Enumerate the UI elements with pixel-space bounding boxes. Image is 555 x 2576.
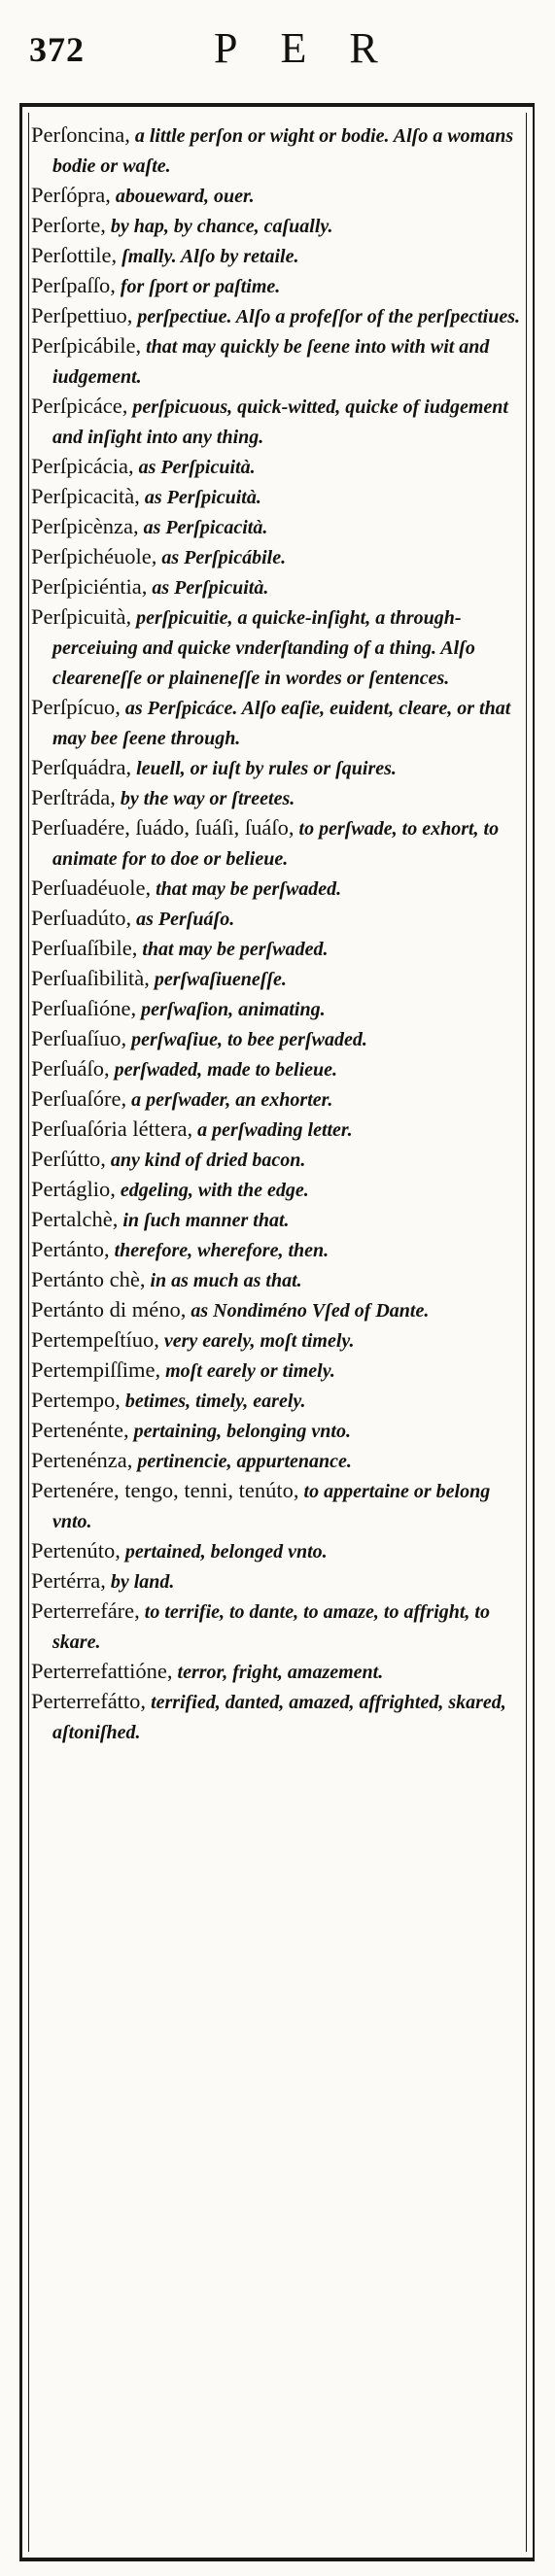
entry-definition: by the way or ſtreetes. [115,788,295,809]
entry-definition: in ſuch manner that. [118,1210,290,1231]
entry-definition: as Perſpicacità. [138,517,268,538]
entry-headword: Perſpicacità, [31,484,140,508]
entry-headword: Perſquádra, [31,755,132,779]
entry-headword: Pertánto chè, [31,1267,146,1291]
dictionary-entry [31,120,525,181]
dictionary-entry [31,181,525,211]
entry-definition: as Perſpicáce. Alſo eaſie, euident, cleare, or that may bee ſeene through. [52,698,511,749]
entry-headword: Pertérra, [31,1568,106,1593]
entry-headword: Perſpiciéntia, [31,574,148,599]
entry-definition: any kind of dried bacon. [105,1150,306,1171]
dictionary-entry [31,1687,525,1747]
entry-headword: Perſtráda, [31,785,116,809]
dictionary-entry [31,693,525,753]
dictionary-entry [31,1084,525,1115]
dictionary-entry [31,1205,525,1235]
entry-definition: perſwaſion, animating. [136,999,326,1020]
entry-definition: pertained, belonged vnto. [120,1541,328,1563]
dictionary-entry [31,1356,525,1386]
entry-definition: therefore, wherefore, then. [109,1240,330,1261]
entry-definition: leuell, or iuſt by rules or ſquires. [131,758,397,779]
entry-headword: Pertempeſtíuo, [31,1327,159,1352]
entry-headword: Pertánto di méno, [31,1297,187,1322]
entry-definition: that may quickly be ſeene into with wit and iudgement. [52,336,490,388]
entry-headword: Perſuaſióne, [31,996,137,1020]
dictionary-entry [31,1476,525,1536]
entry-headword: Pertáglio, [31,1177,116,1201]
entry-definition: very earely, moſt timely. [158,1330,355,1352]
entry-headword: Perſpicáce, [31,394,128,418]
entry-definition: perſwaded, made to belieue. [109,1059,338,1081]
dictionary-entry [31,452,525,482]
dictionary-entry [31,934,525,964]
entry-headword: Perſuadéuole, [31,876,152,900]
entry-definition: that may be perſwaded. [137,939,329,960]
entry-definition: pertinencie, appurtenance. [132,1451,352,1472]
dictionary-entry [31,392,525,452]
dictionary-entry [31,1566,525,1597]
entry-headword: Perſuaſória léttera, [31,1116,193,1141]
dictionary-entry [31,1054,525,1084]
dictionary-entry [31,783,525,813]
entry-definition: as Nondiméno Vſed of Dante. [186,1300,430,1322]
entry-definition: edgeling, with the edge. [115,1180,309,1201]
dictionary-entry [31,1416,525,1446]
entry-headword: Perſpícuo, [31,695,121,719]
entry-definition: for ſport or paſtime. [115,276,281,297]
dictionary-entry [31,753,525,783]
entry-headword: Perſoncina, [31,122,130,147]
entry-headword: Perterrefattióne, [31,1659,173,1683]
entry-definition: as Perſpicuità. [147,577,269,599]
entry-definition: as Perſpicábile. [156,547,287,568]
entry-definition: betimes, timely, earely. [120,1391,306,1412]
dictionary-entry [31,1295,525,1325]
entry-headword: Pertalchè, [31,1207,119,1231]
dictionary-entry [31,1145,525,1175]
entry-definition: a perſwader, an exhorter. [126,1089,333,1111]
entry-definition: as Perſpicuità. [133,457,256,478]
entry-definition: perſwaſiue, to bee perſwaded. [126,1029,367,1050]
dictionary-entry [31,482,525,512]
entry-definition: to terrifie, to dante, to amaze, to affright, to skare. [52,1601,490,1653]
entry-headword: Perſópra, [31,183,111,207]
entry-headword: Perſpicuità, [31,604,132,629]
entry-list [31,120,525,1747]
entry-definition: perſwaſiueneſſe. [149,969,287,990]
dictionary-entry [31,211,525,241]
entry-headword: Pertenúto, [31,1538,121,1563]
entry-headword: Perterrefátto, [31,1689,147,1713]
entry-definition: as Perſuáſo. [131,909,235,930]
dictionary-entry [31,1115,525,1145]
dictionary-entry [31,1536,525,1566]
entry-definition: perſpectiue. Alſo a profeſſor of the perſpectiues. [132,306,520,327]
dictionary-entry [31,1265,525,1295]
entry-headword: Perſuaſibilità, [31,966,150,990]
entry-definition: by land. [105,1571,175,1593]
dictionary-entry [31,1235,525,1265]
entry-headword: Pertenére, tengo, tenni, tenúto, [31,1478,299,1502]
entry-headword: Perſuadére, ſuádo, ſuáſi, ſuáſo, [31,815,295,840]
entry-headword: Perſpettiuo, [31,303,133,327]
dictionary-entry [31,1657,525,1687]
page-number: 372 [29,30,85,69]
entry-definition: by hap, by chance, caſually. [105,216,333,237]
page-title: PER [214,24,421,72]
entry-headword: Perſorte, [31,213,106,237]
entry-definition: to appertaine or belong vnto. [52,1481,491,1532]
entry-headword: Perſuaſíbile, [31,936,138,960]
entry-headword: Pertánto, [31,1237,110,1261]
entry-definition: perſpicuous, quick-witted, quicke of iudgement and inſight into any thing. [52,396,508,448]
dictionary-entry [31,512,525,542]
entry-definition: to perſwade, to exhort, to animate for to doe or belieue. [52,818,500,870]
entry-headword: Perſuaſóre, [31,1086,127,1111]
entry-headword: Perſottile, [31,243,118,267]
entry-definition: moſt earely or timely. [160,1360,335,1382]
dictionary-entry [31,572,525,602]
entry-headword: Perſpicábile, [31,333,142,358]
entry-headword: Perſpaſſo, [31,273,116,297]
entry-headword: Perſútto, [31,1147,106,1171]
entry-headword: Perterrefáre, [31,1598,140,1623]
dictionary-entry [31,1024,525,1054]
dictionary-entry [31,994,525,1024]
entry-definition: that may be perſwaded. [151,878,342,900]
entry-definition: perſpicuitie, a quicke-inſight, a through-perceiuing and quicke vnderſtanding of a thing. Alſo cleareneſſe or plaineneſſe in wordes or ſentences. [52,607,475,689]
dictionary-entry [31,1597,525,1657]
entry-headword: Perſpicácia, [31,454,134,478]
entry-headword: Pertempo, [31,1388,121,1412]
entry-definition: terror, fright, amazement. [172,1662,384,1683]
dictionary-entry [31,904,525,934]
entry-headword: Perſuadúto, [31,906,132,930]
dictionary-entry [31,331,525,392]
dictionary-entry [31,241,525,271]
entry-definition: pertaining, belonging vnto. [128,1421,351,1442]
entry-definition: ſmally. Alſo by retaile. [117,246,299,267]
dictionary-entry [31,1386,525,1416]
entry-definition: a perſwading letter. [192,1119,353,1141]
dictionary-entry [31,1175,525,1205]
dictionary-entry [31,874,525,904]
entry-headword: Pertenénza, [31,1448,133,1472]
entry-definition: terrified, danted, amazed, affrighted, skared, aſtoniſhed. [52,1692,506,1743]
page-header [0,0,555,86]
dictionary-entry [31,1446,525,1476]
dictionary-entry [31,301,525,331]
entry-definition: in as much as that. [145,1270,302,1291]
entry-headword: Perſuáſo, [31,1056,110,1081]
dictionary-entry [31,271,525,301]
dictionary-entry [31,602,525,693]
entry-definition: a little perſon or wight or bodie. Alſo a womans bodie or waſte. [52,125,514,177]
entry-headword: Pertempiſſime, [31,1357,161,1382]
entry-headword: Perſpichéuole, [31,544,157,568]
entry-headword: Perſuaſíuo, [31,1026,127,1050]
dictionary-entry [31,813,525,874]
entry-definition: aboueward, ouer. [110,186,255,207]
dictionary-entry [31,964,525,994]
entry-headword: Pertenénte, [31,1418,129,1442]
dictionary-entry [31,1325,525,1356]
entry-headword: Perſpicènza, [31,514,139,538]
dictionary-entry [31,542,525,572]
entry-definition: as Perſpicuità. [139,487,261,508]
